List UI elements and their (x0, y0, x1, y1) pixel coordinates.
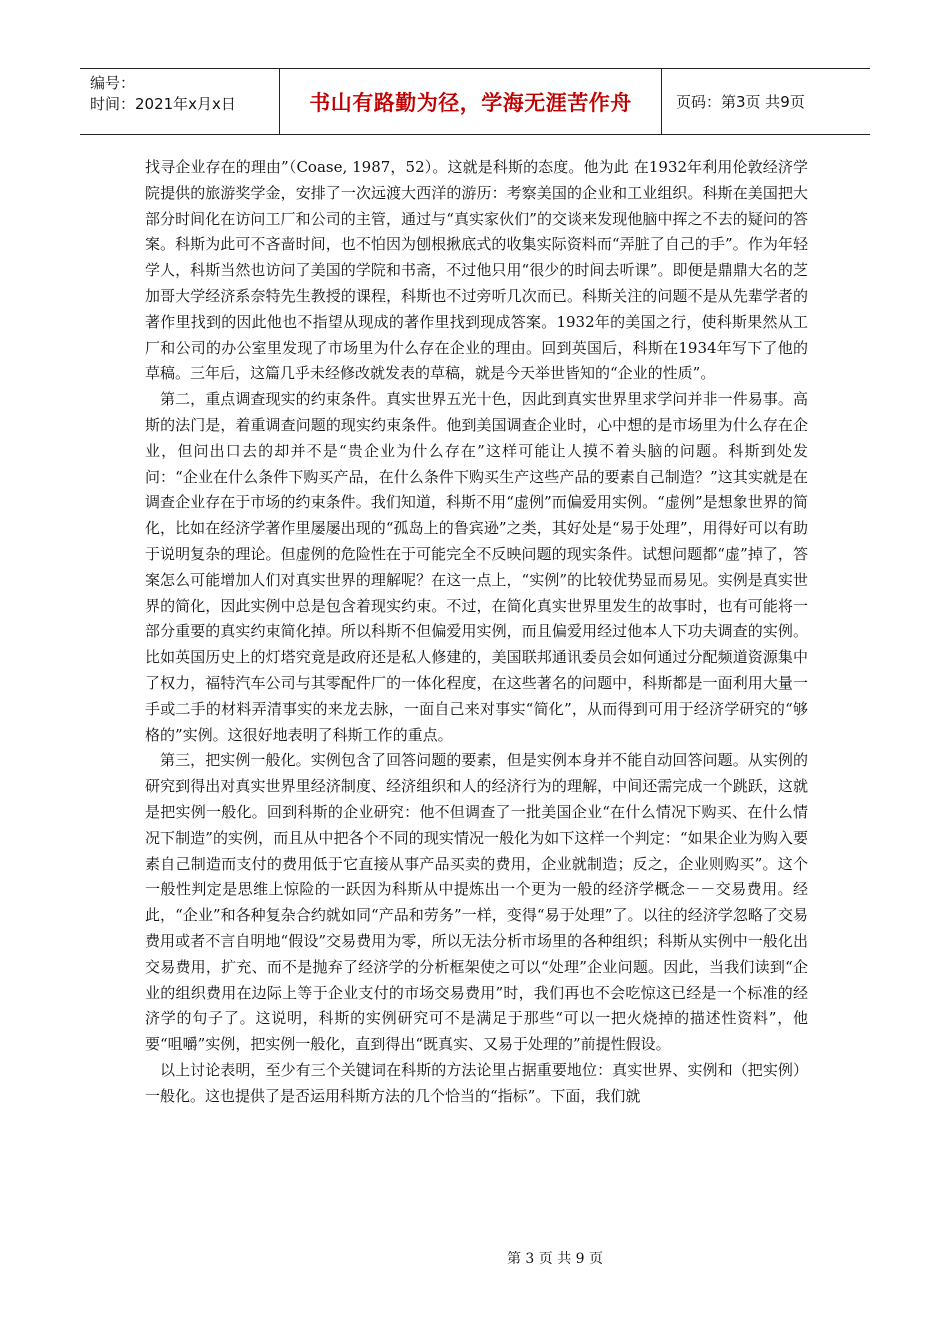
document-number-label: 编号： (90, 74, 136, 92)
paragraph: 第二，重点调查现实的约束条件。真实世界五光十色，因此到真实世界里求学问并非一件易事。高斯的法门是，着重调查问题的现实约束条件。他到美国调查企业时，心中想的是市场里为什么存在企业，但问出口去的却并不是“贵企业为什么存在”这样可能让人摸不着头脑的问题。科斯到处发问：“企业在什么条件下购买产品，在什么条件下购买生产这些产品的要素自己制造？”这其实就是在调查企业存在于市场的约束条件。我们知道，科斯不用“虚例”而偏爱用实例。“虚例”是想象世界的简化，比如在经济学著作里屡屡出现的“孤岛上的鲁宾逊”之类，其好处是“易于处理”，用得好可以有助于说明复杂的理论。但虚例的危险性在于可能完全不反映问题的现实条件。试想问题都“虚”掉了，答案怎么可能增加人们对真实世界的理解呢？在这一点上，“实例”的比较优势显而易见。实例是真实世界的简化，因此实例中总是包含着现实约束。不过，在简化真实世界里发生的故事时，也有可能将一部分重要的真实约束简化掉。所以科斯不但偏爱用实例，而且偏爱用经过他本人下功夫调查的实例。比如英国历史上的灯塔究竟是政府还是私人修建的，美国联邦通讯委员会如何通过分配频道资源集中了权力，福特汽车公司与其零配件厂的一体化程度，在这些著名的问题中，科斯都是一面利用大量一手或二手的材料弄清事实的来龙去脉，一面自己来对事实“简化”，从而得到可用于经济学研究的“够格的”实例。这很好地表明了科斯工作的重点。 (145, 390, 808, 744)
paragraph: 以上讨论表明，至少有三个关键词在科斯的方法论里占据重要地位：真实世界、实例和（把实例）一般化。这也提供了是否运用科斯方法的几个恰当的“指标”。下面，我们就 (145, 1060, 808, 1105)
header-page-info: 页码：第3页 共9页 (676, 93, 805, 111)
header-motto: 书山有路勤为径，学海无涯苦作舟 (280, 69, 662, 134)
paragraph: 第三，把实例一般化。实例包含了回答问题的要素，但是实例本身并不能自动回答问题。从实例的研究到得出对真实世界里经济制度、经济组织和人的经济行为的理解，中间还需完成一个跳跃，这就是把实例一般化。回到科斯的企业研究：他不但调查了一批美国企业“在什么情况下购买、在什么情况下制造”的实例，而且从中把各个不同的现实情况一般化为如下这样一个判定：“如果企业为购入要素自己制造而支付的费用低于它直接从事产品买卖的费用，企业就制造；反之，企业则购买”。这个一般性判定是思维上惊险的一跃因为科斯从中提炼出一个更为一般的经济学概念－－交易费用。经此，“企业”和各种复杂合约就如同“产品和劳务”一样，变得“易于处理”了。以往的经济学忽略了交易费用或者不言自明地“假设”交易费用为零，所以无法分析市场里的各种组织；科斯从实例中一般化出交易费用，扩充、而不是抛弃了经济学的分析框架使之可以“处理”企业问题。因此，当我们读到“企业的组织费用在边际上等于企业支付的市场交易费用”时，我们再也不会吃惊这已经是一个标准的经济学的句子了。这说明，科斯的实例研究可不是满足于那些“可以一把火烧掉的描述性资料”，他要“咀嚼”实例，把实例一般化，直到得出“既真实、又易于处理的”前提性假设。 (145, 751, 808, 1054)
paragraph-continuation: 找寻企业存在的理由”（Coase, 1987，52）。这就是科斯的态度。他为此 在1932年利用伦敦经济学院提供的旅游奖学金，安排了一次远渡大西洋的游历：考察美国的企业和工业组织。科斯在美国把大部分时间化在访问工厂和公司的主管，通过与“真实家伙们”的交谈来发现他脑中挥之不去的疑问的答案。科斯为此可不吝啬时间，也不怕因为刨根揪底式的收集实际资料而“弄脏了自己的手”。作为年轻学人，科斯当然也访问了美国的学院和书斋，不过他只用“很少的时间去听课”。即便是鼎鼎大名的芝加哥大学经济系奈特先生教授的课程，科斯也不过旁听几次而已。科斯关注的问题不是从先辈学者的著作里找到的因此他也不指望从现成的著作里找到现成答案。1932年的美国之行，使科斯果然从工厂和公司的办公室里发现了市场里为什么存在企业的理由。回到英国后，科斯在1934年写下了他的草稿。三年后，这篇几乎未经修改就发表的草稿，就是今天举世皆知的“企业的性质”。 (145, 158, 808, 383)
page-header (80, 68, 870, 135)
page-footer: 第 3 页 共 9 页 (506, 1251, 604, 1267)
header-meta (80, 69, 280, 134)
document-date: 时间：2021年x月x日 (90, 95, 236, 113)
document-body (145, 155, 808, 1109)
